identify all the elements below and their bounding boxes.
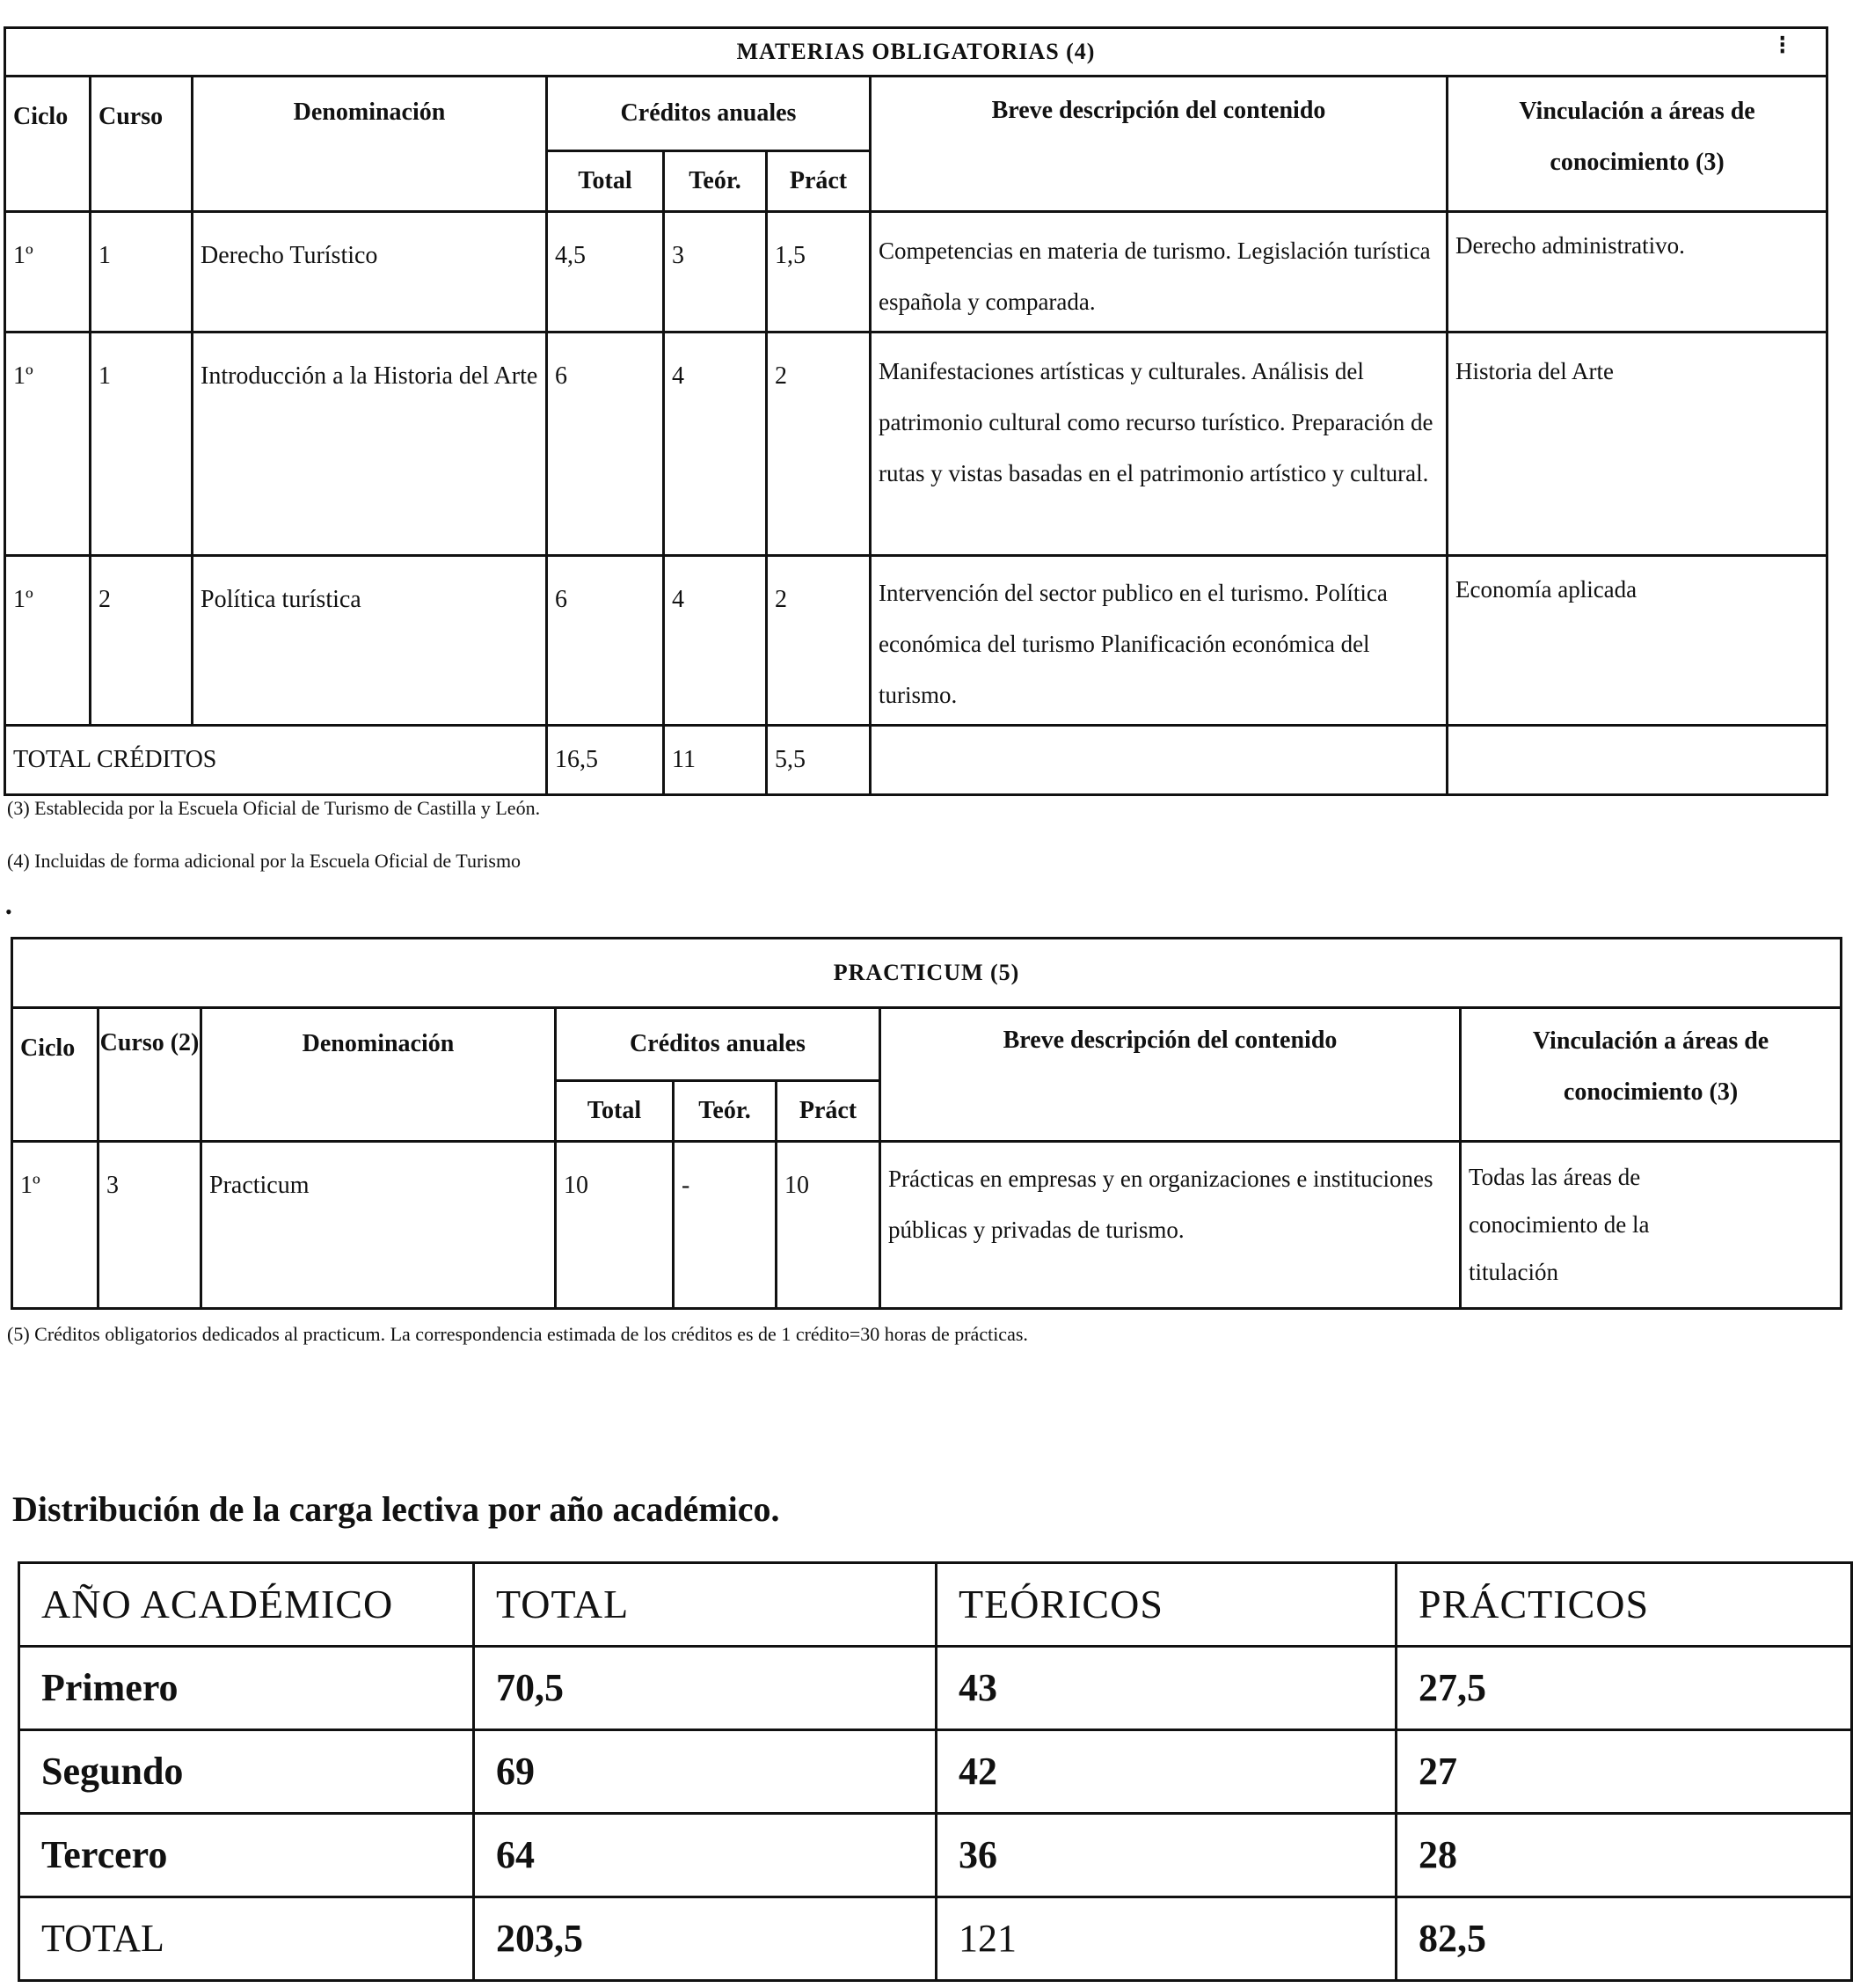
cell-ciclo: 1º bbox=[12, 1142, 98, 1309]
practicum-table bbox=[11, 937, 1842, 1310]
cell-teoricos: 42 bbox=[937, 1730, 1397, 1814]
corner-mark: ⁝ bbox=[1778, 31, 1787, 60]
cell-teoricos: 43 bbox=[937, 1647, 1397, 1730]
distribucion-table bbox=[18, 1561, 1853, 1982]
cell-descripcion: Manifestaciones artísticas y culturales. Análisis del patrimonio cultural como recurso turístico. Preparación de rutas y vistas basadas en el patrimonio artístico y cultural. bbox=[871, 333, 1448, 556]
cell-total: 64 bbox=[474, 1814, 937, 1897]
header-denominacion: Denominación bbox=[201, 1008, 556, 1142]
cell-pract: 1,5 bbox=[767, 212, 871, 333]
cell-ano: Tercero bbox=[19, 1814, 474, 1897]
cell-denominacion: Derecho Turístico bbox=[193, 212, 547, 333]
header-descripcion: Breve descripción del contenido bbox=[880, 1008, 1461, 1142]
header-creditos-anuales: Créditos anuales bbox=[556, 1008, 880, 1081]
cell-total: 69 bbox=[474, 1730, 937, 1814]
cell-teor: - bbox=[674, 1142, 777, 1309]
cell-ano: Segundo bbox=[19, 1730, 474, 1814]
cell-descripcion: Intervención del sector publico en el turismo. Política económica del turismo Planificación económica del turismo. bbox=[871, 556, 1448, 726]
header-pract: Práct bbox=[777, 1081, 880, 1142]
cell-vinculacion: Derecho administrativo. bbox=[1448, 212, 1827, 333]
cell-vinculacion: Todas las áreas de conocimiento de la titulación bbox=[1461, 1142, 1842, 1309]
table-caption: MATERIAS OBLIGATORIAS (4) bbox=[5, 28, 1827, 77]
cell-pract: 2 bbox=[767, 333, 871, 556]
footnote-5: (5) Créditos obligatorios dedicados al practicum. La correspondencia estimada de los créditos es de 1 crédito=30 horas de prácticas. bbox=[7, 1323, 1028, 1345]
cell-curso: 1 bbox=[91, 212, 193, 333]
footnote-3: (3) Establecida por la Escuela Oficial de Turismo de Castilla y León. bbox=[7, 797, 541, 819]
total-creditos-pract: 5,5 bbox=[767, 726, 871, 795]
cell-total: 70,5 bbox=[474, 1647, 937, 1730]
header-vinculacion: Vinculación a áreas de conocimiento (3) bbox=[1448, 77, 1827, 212]
cell-ano: Primero bbox=[19, 1647, 474, 1730]
cell-practicos: 27 bbox=[1397, 1730, 1852, 1814]
table-row bbox=[12, 1142, 1842, 1309]
table-row bbox=[19, 1814, 1852, 1897]
cell-teor: 3 bbox=[664, 212, 767, 333]
cell-denominacion: Introducción a la Historia del Arte bbox=[193, 333, 547, 556]
cell-practicos: 27,5 bbox=[1397, 1647, 1852, 1730]
total-creditos-label: TOTAL CRÉDITOS bbox=[5, 726, 547, 795]
cell-total: 6 bbox=[547, 333, 664, 556]
footnote-4: (4) Incluidas de forma adicional por la Escuela Oficial de Turismo bbox=[7, 850, 522, 872]
header-practicos: PRÁCTICOS bbox=[1397, 1563, 1852, 1647]
table-header-row bbox=[19, 1563, 1852, 1647]
header-ciclo: Ciclo bbox=[12, 1008, 98, 1142]
header-total: TOTAL bbox=[474, 1563, 937, 1647]
header-ciclo: Ciclo bbox=[5, 77, 91, 212]
cell-pract: 2 bbox=[767, 556, 871, 726]
header-denominacion: Denominación bbox=[193, 77, 547, 212]
cell-teoricos: 121 bbox=[937, 1897, 1397, 1981]
cell-ciclo: 1º bbox=[5, 212, 91, 333]
cell-teor: 4 bbox=[664, 556, 767, 726]
empty-cell bbox=[871, 726, 1448, 795]
cell-total: 6 bbox=[547, 556, 664, 726]
cell-total: 10 bbox=[556, 1142, 674, 1309]
cell-teoricos: 36 bbox=[937, 1814, 1397, 1897]
cell-descripcion: Prácticas en empresas y en organizaciones e instituciones públicas y privadas de turismo. bbox=[880, 1142, 1461, 1309]
cell-total: 203,5 bbox=[474, 1897, 937, 1981]
bullet-mark: • bbox=[5, 901, 12, 923]
cell-ciclo: 1º bbox=[5, 556, 91, 726]
header-curso: Curso (2) bbox=[98, 1008, 201, 1142]
cell-ano: TOTAL bbox=[19, 1897, 474, 1981]
total-creditos-total: 16,5 bbox=[547, 726, 664, 795]
header-teor: Teór. bbox=[674, 1081, 777, 1142]
cell-curso: 3 bbox=[98, 1142, 201, 1309]
cell-pract: 10 bbox=[777, 1142, 880, 1309]
table-row bbox=[5, 333, 1827, 556]
cell-curso: 2 bbox=[91, 556, 193, 726]
section-title: Distribución de la carga lectiva por año académico. bbox=[12, 1489, 780, 1529]
empty-cell bbox=[1448, 726, 1827, 795]
table-row bbox=[19, 1897, 1852, 1981]
header-total: Total bbox=[547, 151, 664, 212]
cell-ciclo: 1º bbox=[5, 333, 91, 556]
total-row bbox=[5, 726, 1827, 795]
header-teor: Teór. bbox=[664, 151, 767, 212]
table-row bbox=[19, 1647, 1852, 1730]
cell-vinculacion: Historia del Arte bbox=[1448, 333, 1827, 556]
materias-obligatorias-table bbox=[4, 26, 1828, 796]
cell-teor: 4 bbox=[664, 333, 767, 556]
total-creditos-teor: 11 bbox=[664, 726, 767, 795]
cell-total: 4,5 bbox=[547, 212, 664, 333]
header-creditos-anuales: Créditos anuales bbox=[547, 77, 871, 151]
cell-denominacion: Política turística bbox=[193, 556, 547, 726]
table-caption: PRACTICUM (5) bbox=[12, 939, 1842, 1008]
header-curso: Curso bbox=[91, 77, 193, 212]
header-vinculacion: Vinculación a áreas de conocimiento (3) bbox=[1461, 1008, 1842, 1142]
header-pract: Práct bbox=[767, 151, 871, 212]
header-descripcion: Breve descripción del contenido bbox=[871, 77, 1448, 212]
cell-descripcion: Competencias en materia de turismo. Legislación turística española y comparada. bbox=[871, 212, 1448, 333]
cell-practicos: 28 bbox=[1397, 1814, 1852, 1897]
header-teoricos: TEÓRICOS bbox=[937, 1563, 1397, 1647]
cell-practicos: 82,5 bbox=[1397, 1897, 1852, 1981]
cell-denominacion: Practicum bbox=[201, 1142, 556, 1309]
table-row bbox=[5, 556, 1827, 726]
table-row bbox=[19, 1730, 1852, 1814]
header-ano-academico: AÑO ACADÉMICO bbox=[19, 1563, 474, 1647]
cell-vinculacion: Economía aplicada bbox=[1448, 556, 1827, 726]
header-total: Total bbox=[556, 1081, 674, 1142]
cell-curso: 1 bbox=[91, 333, 193, 556]
table-row bbox=[5, 212, 1827, 333]
